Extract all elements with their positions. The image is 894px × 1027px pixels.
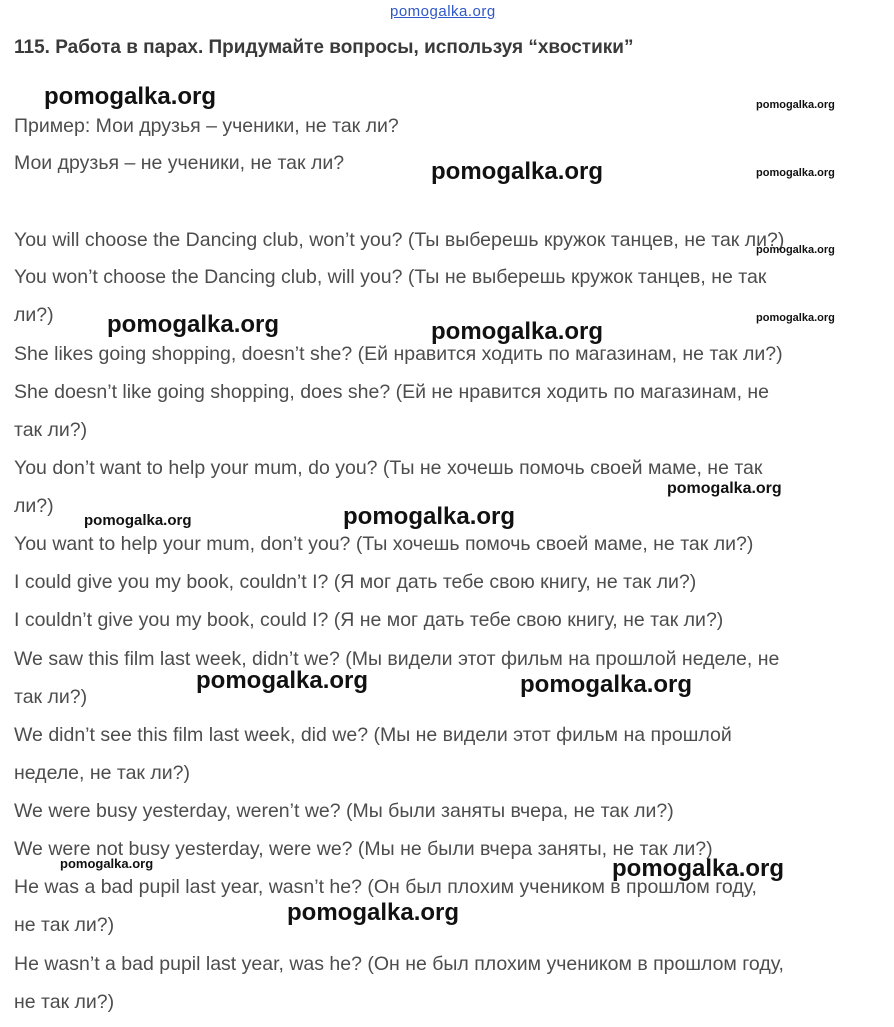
text-line: Мои друзья – не ученики, не так ли? bbox=[14, 152, 345, 174]
text-line: не так ли?) bbox=[14, 991, 115, 1013]
text-line: так ли?) bbox=[14, 419, 88, 441]
text-line: You will choose the Dancing club, won’t you? (Ты выберешь кружок танцев, не так ли?) bbox=[14, 229, 785, 251]
text-line: неделе, не так ли?) bbox=[14, 762, 190, 784]
text-line: Пример: Мои друзья – ученики, не так ли? bbox=[14, 115, 399, 137]
watermark: pomogalka.org bbox=[44, 83, 217, 110]
text-line: I could give you my book, couldn’t I? (Я мог дать тебе свою книгу, не так ли?) bbox=[14, 571, 697, 593]
watermark: pomogalka.org bbox=[60, 856, 154, 871]
watermark: pomogalka.org bbox=[431, 158, 604, 185]
text-line: We were busy yesterday, weren’t we? (Мы были заняты вчера, не так ли?) bbox=[14, 800, 674, 822]
exercise-heading: 115. Работа в парах. Придумайте вопросы, используя “хвостики” bbox=[14, 37, 634, 58]
text-line: ли?) bbox=[14, 304, 54, 326]
text-line: We saw this film last week, didn’t we? (Мы видели этот фильм на прошлой неделе, не bbox=[14, 648, 780, 670]
watermark: pomogalka.org bbox=[756, 312, 835, 324]
watermark: pomogalka.org bbox=[431, 318, 604, 345]
watermark: pomogalka.org bbox=[287, 899, 460, 926]
text-line: I couldn’t give you my book, could I? (Я не мог дать тебе свою книгу, не так ли?) bbox=[14, 609, 724, 631]
watermark: pomogalka.org bbox=[343, 503, 516, 530]
watermark: pomogalka.org bbox=[84, 512, 192, 529]
text-line: ли?) bbox=[14, 495, 54, 517]
watermark: pomogalka.org bbox=[756, 167, 835, 179]
text-line: He was a bad pupil last year, wasn’t he? (Он был плохим учеником в прошлом году, bbox=[14, 876, 757, 898]
text-line: She doesn’t like going shopping, does she? (Ей не нравится ходить по магазинам, не bbox=[14, 381, 770, 403]
watermark: pomogalka.org bbox=[520, 671, 693, 698]
watermark: pomogalka.org bbox=[756, 244, 835, 256]
text-line: так ли?) bbox=[14, 686, 88, 708]
text-line: We didn’t see this film last week, did we? (Мы не видели этот фильм на прошлой bbox=[14, 724, 732, 746]
text-line: You don’t want to help your mum, do you? (Ты не хочешь помочь своей маме, не так bbox=[14, 457, 763, 479]
text-line: не так ли?) bbox=[14, 914, 115, 936]
watermark: pomogalka.org bbox=[612, 855, 785, 882]
watermark: pomogalka.org bbox=[196, 667, 369, 694]
top-watermark-link[interactable]: pomogalka.org bbox=[390, 3, 496, 20]
watermark: pomogalka.org bbox=[756, 99, 835, 111]
watermark: pomogalka.org bbox=[667, 480, 782, 497]
text-line: You won’t choose the Dancing club, will you? (Ты не выберешь кружок танцев, не так bbox=[14, 266, 767, 288]
watermark: pomogalka.org bbox=[107, 311, 280, 338]
text-line: We were not busy yesterday, were we? (Мы не были вчера заняты, не так ли?) bbox=[14, 838, 713, 860]
text-line: She likes going shopping, doesn’t she? (Ей нравится ходить по магазинам, не так ли?) bbox=[14, 343, 783, 365]
text-line: You want to help your mum, don’t you? (Ты хочешь помочь своей маме, не так ли?) bbox=[14, 533, 754, 555]
text-line: He wasn’t a bad pupil last year, was he? (Он не был плохим учеником в прошлом году, bbox=[14, 953, 784, 975]
